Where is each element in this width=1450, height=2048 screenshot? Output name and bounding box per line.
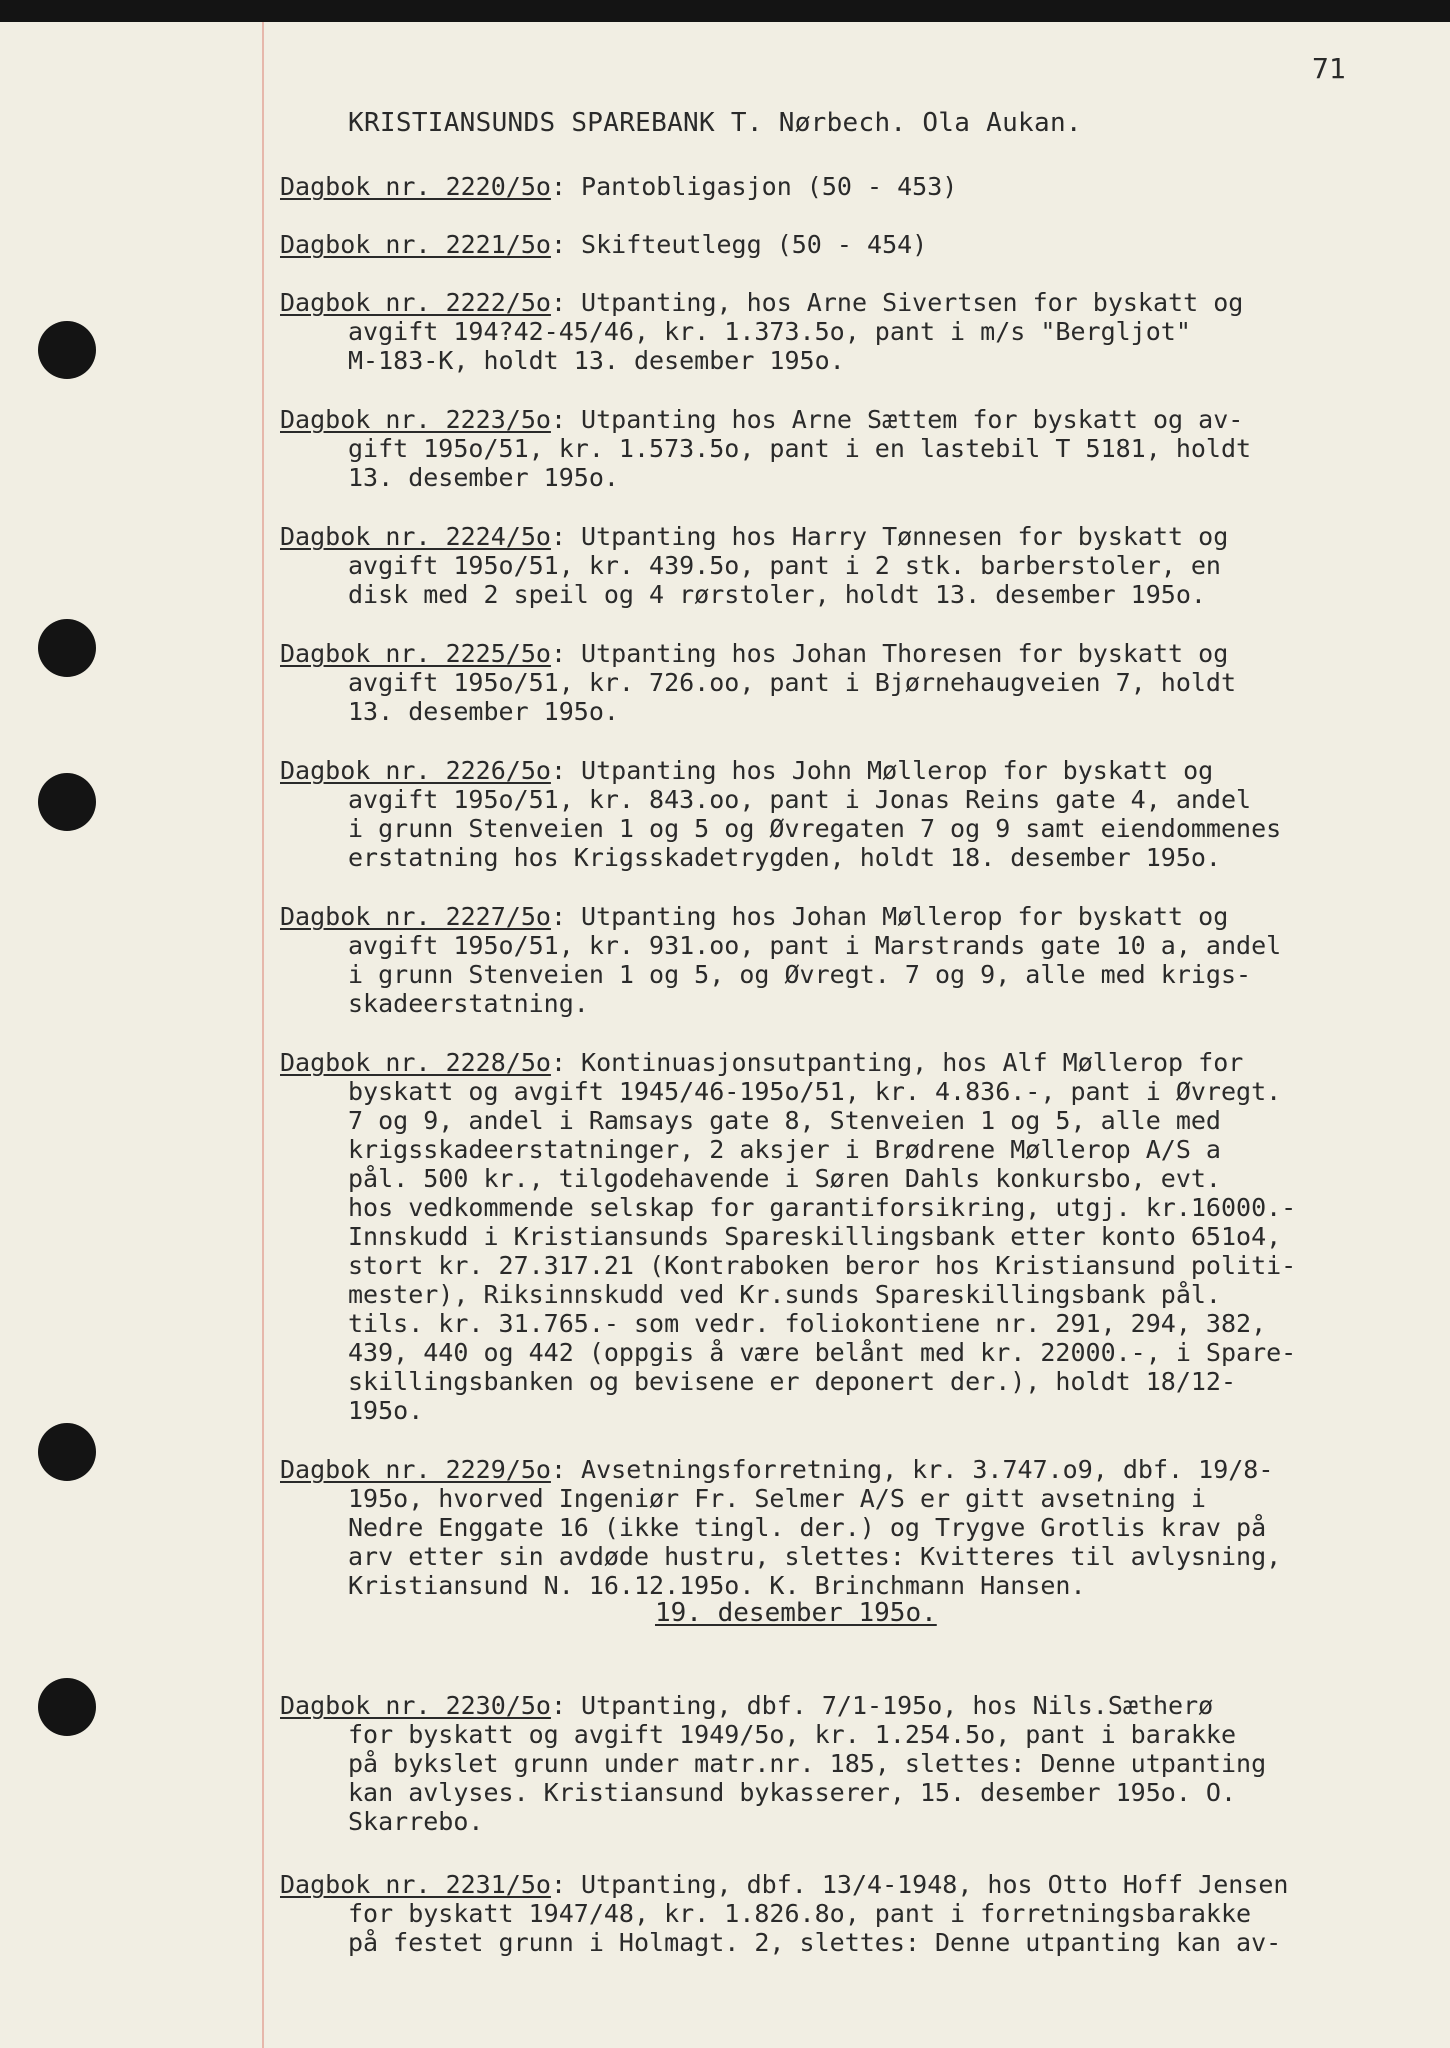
entry-line: avgift 195o/51, kr. 843.oo, pant i Jonas Reins gate 4, andel xyxy=(348,785,1252,814)
entry-text: : Kontinuasjonsutpanting, hos Alf Møllerop for xyxy=(550,1048,1244,1077)
entry-ref: Dagbok nr. 2220/5o xyxy=(280,172,551,201)
page-number: 71 xyxy=(1312,52,1346,85)
punch-hole xyxy=(38,321,96,379)
entry-ref: Dagbok nr. 2223/5o xyxy=(280,405,551,434)
entry-text: : Utpanting, dbf. 7/1-195o, hos Nils.Sætherø xyxy=(550,1691,1214,1720)
entry-line: M-183-K, holdt 13. desember 195o. xyxy=(348,346,845,375)
entry-line: for byskatt og avgift 1949/5o, kr. 1.254.5o, pant i barakke xyxy=(348,1720,1237,1749)
entry-line: hos vedkommende selskap for garantiforsikring, utgj. kr.16000.- xyxy=(348,1193,1297,1222)
entry-text: : Utpanting hos Arne Sættem for byskatt og av- xyxy=(550,405,1244,434)
entry-line: tils. kr. 31.765.- som vedr. foliokontiene nr. 291, 294, 382, xyxy=(348,1309,1267,1338)
entry-ref: Dagbok nr. 2226/5o xyxy=(280,756,551,785)
margin-line xyxy=(262,22,264,2048)
entry-line: 195o, hvorved Ingeniør Fr. Selmer A/S er gitt avsetning i xyxy=(348,1484,1206,1513)
entry-line: avgift 195o/51, kr. 726.oo, pant i Bjørnehaugveien 7, holdt xyxy=(348,668,1237,697)
entry-text: : Utpanting hos Johan Thoresen for byskatt og xyxy=(550,639,1229,668)
entry-line: i grunn Stenveien 1 og 5, og Øvregt. 7 og 9, alle med krigs- xyxy=(348,960,1252,989)
entry-text: : Utpanting hos John Møllerop for byskatt og xyxy=(550,756,1214,785)
page-header: KRISTIANSUNDS SPAREBANK T. Nørbech. Ola Aukan. xyxy=(348,108,1082,138)
entry-line: byskatt og avgift 1945/46-195o/51, kr. 4.836.-, pant i Øvregt. xyxy=(348,1077,1282,1106)
scan-top-edge xyxy=(0,0,1450,22)
entry-ref: Dagbok nr. 2230/5o xyxy=(280,1691,551,1720)
entry-text: : Utpanting hos Johan Møllerop for byskatt og xyxy=(550,902,1229,931)
entry-ref: Dagbok nr. 2222/5o xyxy=(280,288,551,317)
entry-ref: Dagbok nr. 2227/5o xyxy=(280,902,551,931)
journal-entry xyxy=(280,172,1430,201)
entry-line: skadeerstatning. xyxy=(348,989,589,1018)
entry-line: Kristiansund N. 16.12.195o. K. Brinchmann Hansen. xyxy=(348,1571,1086,1600)
entry-line: stort kr. 27.317.21 (Kontraboken beror hos Kristiansund politi- xyxy=(348,1251,1297,1280)
journal-entry xyxy=(280,1870,1430,1957)
entry-text: : Utpanting, dbf. 13/4-1948, hos Otto Hoff Jensen xyxy=(550,1870,1289,1899)
entry-line: mester), Riksinnskudd ved Kr.sunds Spareskillingsbank pål. xyxy=(348,1280,1221,1309)
journal-entry xyxy=(280,405,1430,492)
entry-ref: Dagbok nr. 2221/5o xyxy=(280,230,551,259)
entry-line: Innskudd i Kristiansunds Spareskillingsbank etter konto 651o4, xyxy=(348,1222,1282,1251)
journal-entry xyxy=(280,288,1430,375)
entry-ref: Dagbok nr. 2224/5o xyxy=(280,522,551,551)
entry-line: avgift 195o/51, kr. 931.oo, pant i Marstrands gate 10 a, andel xyxy=(348,931,1282,960)
entry-line: 195o. xyxy=(348,1396,424,1425)
entry-line: på festet grunn i Holmagt. 2, slettes: Denne utpanting kan av- xyxy=(348,1928,1282,1957)
entry-line: erstatning hos Krigsskadetrygden, holdt 18. desember 195o. xyxy=(348,843,1221,872)
entry-line: 13. desember 195o. xyxy=(348,697,619,726)
entry-line: 7 og 9, andel i Ramsays gate 8, Stenveien 1 og 5, alle med xyxy=(348,1106,1221,1135)
date-heading: 19. desember 195o. xyxy=(655,1598,937,1628)
entry-line: for byskatt 1947/48, kr. 1.826.8o, pant i forretningsbarakke xyxy=(348,1899,1252,1928)
journal-entry xyxy=(280,1455,1430,1600)
punch-hole xyxy=(38,1678,96,1736)
journal-entry xyxy=(280,639,1430,726)
entry-text: : Avsetningsforretning, kr. 3.747.o9, dbf. 19/8- xyxy=(550,1455,1274,1484)
entry-line: Nedre Enggate 16 (ikke tingl. der.) og Trygve Grotlis krav på xyxy=(348,1513,1267,1542)
entry-line: arv etter sin avdøde hustru, slettes: Kvitteres til avlysning, xyxy=(348,1542,1282,1571)
punch-hole xyxy=(38,619,96,677)
entry-ref: Dagbok nr. 2229/5o xyxy=(280,1455,551,1484)
entry-line: i grunn Stenveien 1 og 5 og Øvregaten 7 og 9 samt eiendommenes xyxy=(348,814,1282,843)
entry-ref: Dagbok nr. 2231/5o xyxy=(280,1870,551,1899)
punch-hole xyxy=(38,1423,96,1481)
entry-line: kan avlyses. Kristiansund bykasserer, 15. desember 195o. O. xyxy=(348,1778,1237,1807)
journal-entry xyxy=(280,230,1430,259)
entry-text: : Pantobligasjon (50 - 453) xyxy=(550,172,958,201)
entry-line: krigsskadeerstatninger, 2 aksjer i Brødrene Møllerop A/S a xyxy=(348,1135,1221,1164)
journal-entry xyxy=(280,902,1430,1018)
entry-line: avgift 195o/51, kr. 439.5o, pant i 2 stk. barberstoler, en xyxy=(348,551,1221,580)
entry-line: disk med 2 speil og 4 rørstoler, holdt 13. desember 195o. xyxy=(348,580,1206,609)
entry-line: 439, 440 og 442 (oppgis å være belånt med kr. 22000.-, i Spare- xyxy=(348,1338,1297,1367)
entry-text: : Utpanting hos Harry Tønnesen for byskatt og xyxy=(550,522,1229,551)
entry-text: : Skifteutlegg (50 - 454) xyxy=(550,230,928,259)
entry-line: avgift 194?42-45/46, kr. 1.373.5o, pant i m/s "Bergljot" xyxy=(348,317,1191,346)
entry-line: pål. 500 kr., tilgodehavende i Søren Dahls konkursbo, evt. xyxy=(348,1164,1221,1193)
entry-line: på bykslet grunn under matr.nr. 185, slettes: Denne utpanting xyxy=(348,1749,1267,1778)
journal-entry xyxy=(280,1691,1430,1836)
entry-ref: Dagbok nr. 2225/5o xyxy=(280,639,551,668)
entry-line: Skarrebo. xyxy=(348,1807,484,1836)
journal-entry xyxy=(280,522,1430,609)
journal-entry xyxy=(280,1048,1430,1425)
journal-entry xyxy=(280,756,1430,872)
punch-hole xyxy=(38,773,96,831)
entry-line: gift 195o/51, kr. 1.573.5o, pant i en lastebil T 5181, holdt xyxy=(348,434,1252,463)
entry-line: 13. desember 195o. xyxy=(348,463,619,492)
entry-line: skillingsbanken og bevisene er deponert der.), holdt 18/12- xyxy=(348,1367,1237,1396)
entry-ref: Dagbok nr. 2228/5o xyxy=(280,1048,551,1077)
entry-text: : Utpanting, hos Arne Sivertsen for byskatt og xyxy=(550,288,1244,317)
